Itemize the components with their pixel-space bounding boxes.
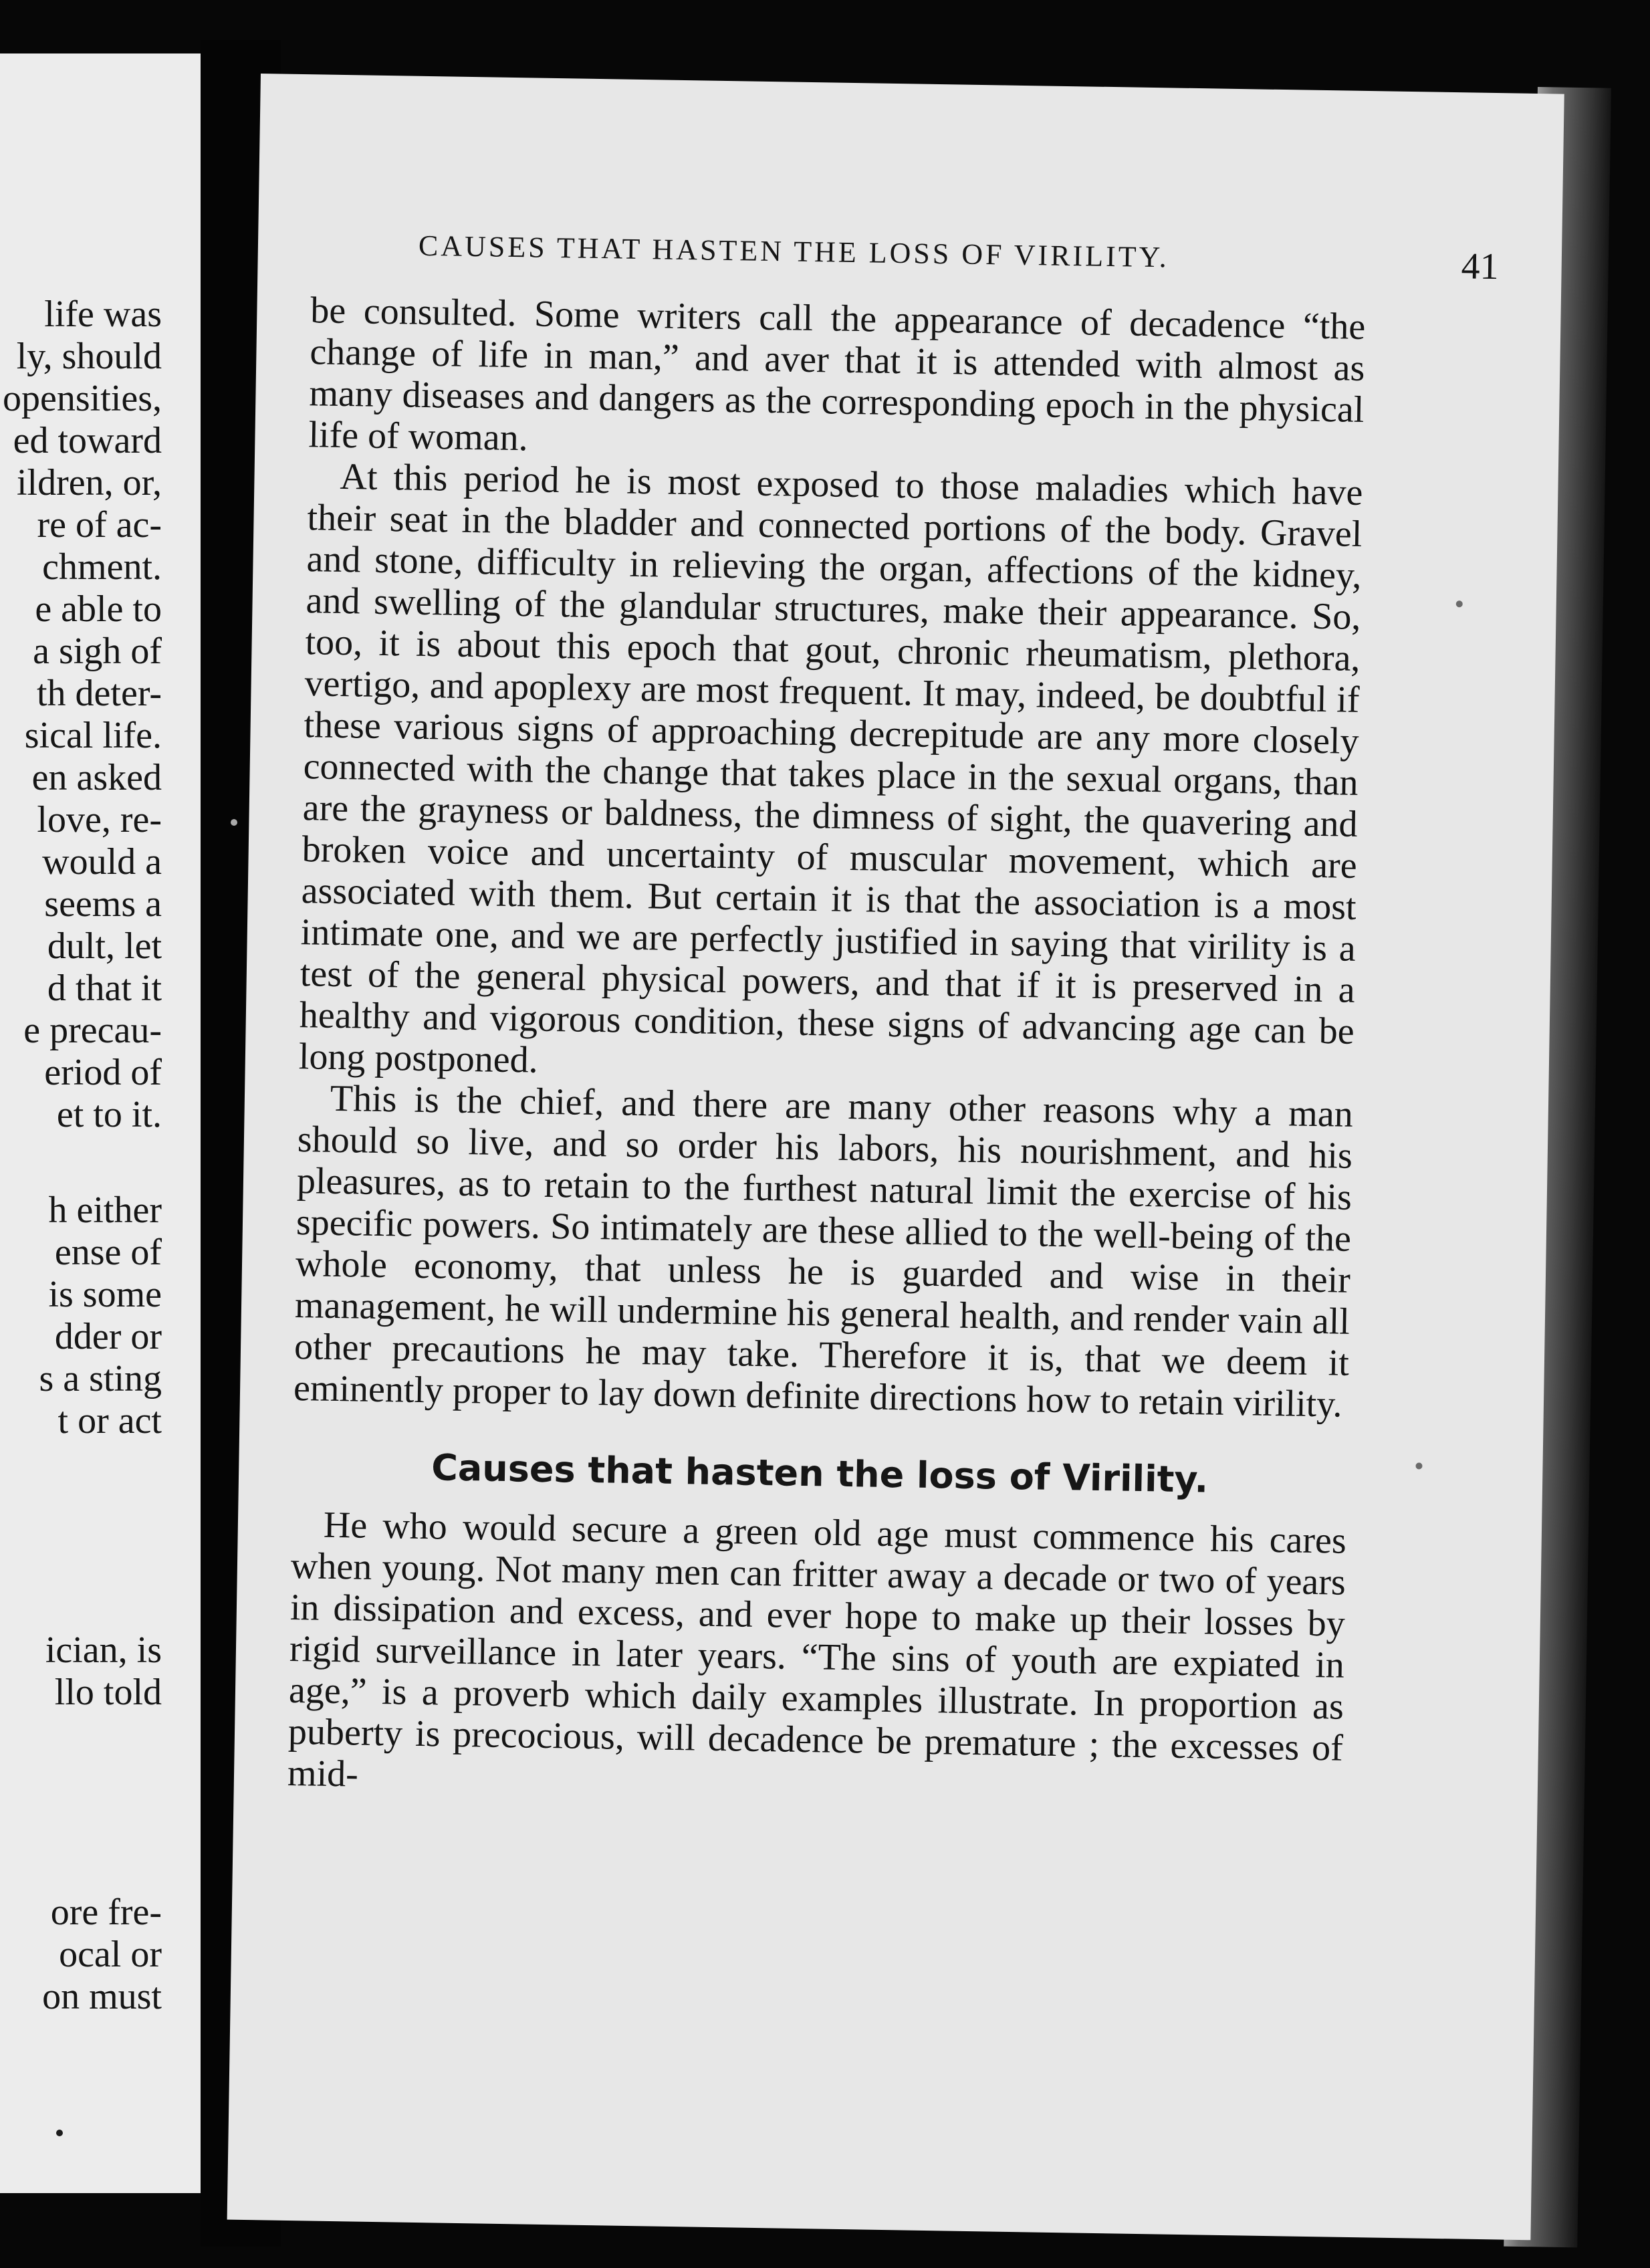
left-line: th deter-: [36, 673, 162, 714]
section-heading: Causes that hasten the loss of Virility.: [431, 1446, 1209, 1501]
left-line: opensities,: [3, 378, 162, 419]
left-line: re of ac-: [37, 504, 162, 546]
left-line: ense of: [54, 1232, 162, 1273]
left-line: dult, let: [47, 925, 162, 967]
left-line: seems a: [44, 883, 162, 925]
left-line: ician, is: [45, 1629, 162, 1671]
left-line: chment.: [42, 546, 162, 588]
running-head-title: CAUSES THAT HASTEN THE LOSS OF VIRILITY.: [418, 229, 1170, 274]
left-line: e able to: [35, 588, 162, 630]
left-line: eriod of: [44, 1052, 162, 1093]
left-line: would a: [42, 841, 162, 883]
page-body: [287, 290, 1366, 1811]
left-line: en asked: [31, 757, 162, 798]
previous-page-fragment: [0, 53, 201, 2193]
left-line: ore fre-: [50, 1892, 162, 1933]
scan-speck: [56, 2130, 63, 2136]
left-line: d that it: [47, 968, 162, 1009]
book-page: [227, 74, 1564, 2240]
left-line: e precau-: [23, 1010, 162, 1051]
left-line: life was: [44, 294, 162, 335]
left-line: t or act: [57, 1400, 162, 1442]
page-number: 41: [1461, 245, 1500, 288]
scan-speck: [1456, 600, 1463, 607]
paragraph: At this period he is most exposed to those maladies which have their seat in the bladder and connected portions of the body. Gravel and stone, difficulty in relieving the organ, affections of the kidney, and swelling of the glandular structures, make their appearance. So, too, it is about this epoch that gout, chronic rheumatism, plethora, vertigo, and apoplexy are most frequent. It may, indeed, be doubtful if these various signs of approaching decrepitude are any more closely connected with the change that takes place in the sexual organs, than are the grayness or baldness, the dimness of sight, the quavering and broken voice and uncertainty of muscular movement, which are associated with them. But certain it is that the association is a most intimate one, and we are perfectly justified in saying that virility is a test of the general physical powers, and that if it is preserved in a healthy and vigorous condition, these signs of advancing age can be long postponed.: [298, 455, 1363, 1081]
left-line: llo told: [54, 1672, 162, 1713]
left-line: is some: [48, 1274, 162, 1315]
left-line: a sigh of: [33, 631, 162, 672]
left-line: love, re-: [37, 799, 162, 840]
paragraph: This is the chief, and there are many other reasons why a man should so live, and so order his labors, his nourishment, and his pleasures, as to retain to the furthest natural limit the exercise of his specific powers. So intimately are these allied to the well-being of the whole economy, that unless he is guarded and wise in their management, he will undermine his general health, and render vain all other precautions he may take. Therefore it is, that we deem it eminently proper to lay down definite directions how to retain virility.: [293, 1077, 1354, 1426]
left-line: ly, should: [16, 336, 162, 377]
left-line: ed toward: [13, 420, 162, 461]
left-line: ocal or: [59, 1934, 162, 1975]
left-line: et to it.: [56, 1094, 162, 1135]
paragraph: be consulted. Some writers call the appearance of decadence “the change of life in man,” and aver that it is attended with almost as many diseases and dangers as the corresponding epoch in the physical life of woman.: [308, 290, 1366, 459]
scan-speck: [1415, 1462, 1422, 1469]
left-line: sical life.: [24, 715, 162, 756]
left-line: s a sting: [39, 1358, 162, 1399]
left-line: ildren, or,: [16, 462, 162, 503]
paragraph: He who would secure a green old age must commence his cares when young. Not many men can fritter away a decade or two of years in dissipation and excess, and ever hope to make up their losses by rigid surveillance in later years. “The sins of youth are expiated in age,” is a proverb which daily examples illustrate. In proportion as puberty is precocious, will decadence be premature ; the excesses of mid-: [287, 1504, 1347, 1795]
scan-speck: [231, 819, 237, 826]
left-line: on must: [42, 1976, 162, 2017]
running-head: [418, 229, 1500, 288]
left-line: h either: [48, 1189, 162, 1231]
left-line: dder or: [54, 1316, 162, 1357]
